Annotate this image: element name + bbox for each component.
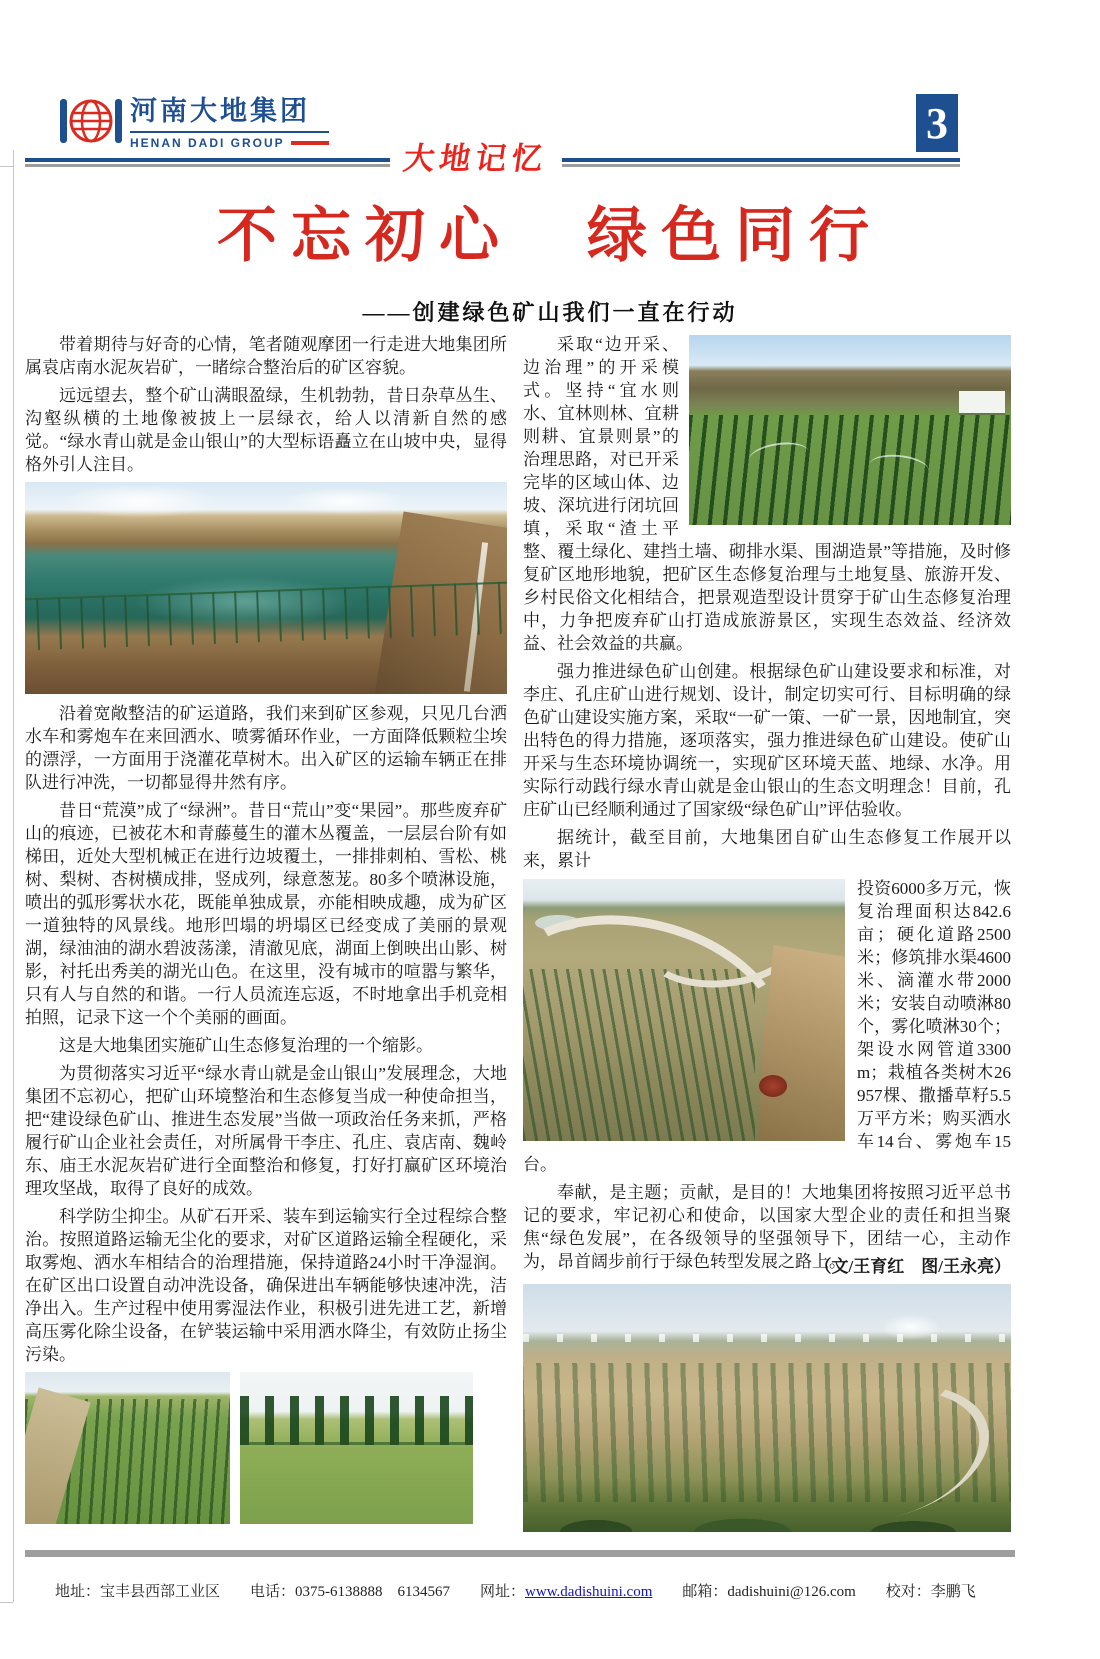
masthead-logo	[60, 96, 329, 151]
paragraph: 带着期待与好奇的心情，笔者随观摩团一行走进大地集团所属袁店南水泥灰岩矿，一睹综合整治后的矿区容貌。	[25, 335, 507, 377]
cypress-row	[240, 1396, 473, 1445]
photo-row	[25, 1372, 507, 1524]
paragraph: 为贯彻落实习近平“绿水青山就是金山银山”发展理念，大地集团不忘初心，把矿山环境整治和生态修复当成一种使命担当，把“建设绿色矿山、推进生态发展”当做一项政治任务来抓，严格履行矿山企业社会责任，对所属骨干李庄、孔庄、袁店南、魏岭东、庙王水泥灰岩矿进行全面整治和修复，打好打赢矿区环境治理攻坚战，取得了良好的成效。	[25, 1064, 507, 1198]
photo-restored-quarry	[523, 879, 845, 1141]
cloud	[285, 488, 405, 514]
paragraph: 奉献，是主题；贡献，是目的！大地集团将按照习近平总书记的要求，牢记初心和使命，以国家大型企业的责任和担当聚焦“绿色发展”，在各级领导的坚强领导下，团结一心，主动作为，昂首阔步前行于绿色转型发展之路上。	[523, 1183, 1011, 1271]
website-link[interactable]: www.dadishuini.com	[525, 1584, 653, 1600]
page-number: 3	[916, 94, 958, 152]
wrap-block-stats	[523, 877, 1011, 1176]
article-subtitle: ——创建绿色矿山我们一直在行动	[362, 300, 738, 325]
page-frame-line	[13, 150, 14, 1602]
brand-name-en: HENAN DADI GROUP	[130, 135, 285, 150]
photo-mine-panorama	[523, 1284, 1011, 1532]
globe-icon	[60, 96, 122, 151]
footer	[55, 1580, 1055, 1601]
distant-buildings	[523, 1334, 1011, 1342]
photo-terraced-field	[25, 1372, 230, 1524]
paragraph: 强力推进绿色矿山创建。根据绿色矿山建设要求和标准，对李庄、孔庄矿山进行规划、设计，制定切实可行、目标明确的绿色矿山建设实施方案，采取“一矿一策、一矿一景，因地制宜，突出特色的得力措施，逐项落实，强力推进绿色矿山建设。使矿山开采与生态环境协调统一，实现矿区环境天蓝、地绿、水净。用实际行动践行绿水青山就是金山银山的生态文明理念！目前，孔庄矿山已经顺利通过了国家级“绿色矿山”评估验收。	[523, 662, 1011, 819]
sapling-rows	[689, 415, 1011, 525]
smoke-plume	[881, 1314, 941, 1340]
statistics-text: 投资6000多万元，恢复治理面积达842.6亩；硬化道路2500米；修筑排水渠4600米、滴灌水带2000米；安装自动喷淋80个，雾化喷淋30个；架设水网管道3300m；栽植各类树木26957棵、撒播草籽5.5万平方米；购买洒水车14台、雾炮车15台。	[523, 879, 1011, 1174]
cloud	[65, 484, 215, 518]
column-left	[25, 333, 507, 1524]
footer-address: 地址：宝丰县西部工业区	[55, 1584, 221, 1600]
footer-phone: 电话：0375-6138888 6134567	[250, 1584, 451, 1600]
rock-cliff	[758, 945, 845, 1141]
foreground-shrubs	[523, 1506, 1011, 1532]
photo-cypress-slope	[240, 1372, 473, 1524]
wrap-block-top	[523, 333, 1011, 655]
footer-rule	[25, 1550, 1015, 1557]
article-title: 不忘初心 绿色同行	[217, 203, 883, 269]
double-rule-left	[25, 158, 390, 167]
paragraph: 据统计，截至目前，大地集团自矿山生态修复工作展开以来，累计	[523, 828, 1011, 870]
paragraph: 远远望去，整个矿山满眼盈绿，生机勃勃，昔日杂草丛生、沟壑纵横的土地像被披上一层绿衣，给人以清新自然的感觉。“绿水青山就是金山银山”的大型标语矗立在山坡中央，显得格外引人注目。	[25, 386, 507, 474]
paragraph: 这是大地集团实施矿山生态修复治理的一个缩影。	[59, 1036, 433, 1055]
double-rule-right	[562, 158, 960, 167]
logo-red-dash	[291, 141, 329, 145]
paragraph: 科学防尘抑尘。从矿石开采、装车到运输实行全过程综合整治。按照道路运输无尘化的要求，对矿区道路运输全程硬化，采取雾炮、洒水车相结合的治理措施，保持道路24小时干净湿润。在矿区出口设置自动冲洗设备，确保进出车辆能够快速冲洗，洁净出入。生产过程中使用雾湿法作业，积极引进先进工艺，新增高压雾化除尘设备，在铲装运输中采用洒水降尘，有效防止扬尘污染。	[25, 1207, 507, 1364]
page-frame-tick	[0, 166, 13, 167]
page-frame-tick	[0, 1602, 13, 1603]
footer-proofreader: 校对：李鹏飞	[885, 1584, 976, 1600]
brand-name-cn: 河南大地集团	[130, 96, 310, 127]
column-right	[523, 333, 1011, 1532]
footer-website	[480, 1580, 652, 1601]
footer-email: 邮箱：dadishuini@126.com	[682, 1584, 856, 1600]
red-bush	[759, 1075, 787, 1097]
footer-website-label: 网址：	[480, 1584, 526, 1600]
white-shed	[959, 391, 1005, 413]
section-title: 大地记忆	[401, 141, 551, 176]
byline-credit: （文/王育红 图/王永亮）	[814, 1257, 1011, 1276]
paragraph: 采取“边开采、边治理”的开采模式。坚持“宜水则水、宜林则林、宜耕则耕、宜景则景”的治理思路，对已开采完毕的区域山体、边坡、深坑进行闭坑回填，采取“渣土平整、覆土绿化、建挡土墙、砌排水渠、围湖造景”等措施，及时修复矿区地形地貌，把矿区生态修复治理与土地复垦、旅游开发、乡村民俗文化相结合，把景观造型设计贯穿于矿山生态修复治理中，力争把废弃矿山打造成旅游景区，实现生态效益、经济效益、社会效益的共赢。	[523, 335, 1011, 653]
paragraph: 沿着宽敞整洁的矿运道路，我们来到矿区参观，只见几台洒水车和雾炮车在来回洒水、喷雾循环作业，一方面降低颗粒尘埃的漂浮，一方面用于浇灌花草树木。出入矿区的运输车辆正在排队进行冲洗，一切都显得井然有序。	[25, 704, 507, 792]
paragraph: 昔日“荒漠”成了“绿洲”。昔日“荒山”变“果园”。那些废弃矿山的痕迹，已被花木和青藤蔓生的灌木丛覆盖，一层层台阶有如梯田，近处大型机械正在进行边坡覆土，一排排刺柏、雪松、桃树、梨树、杏树横成排，竖成列，绿意葱茏。80多个喷淋设施，喷出的弧形雾状水花，既能单独成景，亦能相映成趣，成为矿区一道独特的风景线。地形凹塌的坍塌区已经变成了美丽的景观湖，绿油油的湖水碧波荡漾，清澈见底，湖面上倒映出山影、树影，衬托出秀美的湖光山色。在这里，没有城市的喧嚣与繁华，只有人与自然的和谐。一行人员流连忘返，不时地拿出手机竞相拍照，记录下这一个个美丽的画面。	[25, 801, 507, 1027]
photo-mine-lake	[25, 482, 507, 694]
photo-slope-saplings	[689, 335, 1011, 525]
